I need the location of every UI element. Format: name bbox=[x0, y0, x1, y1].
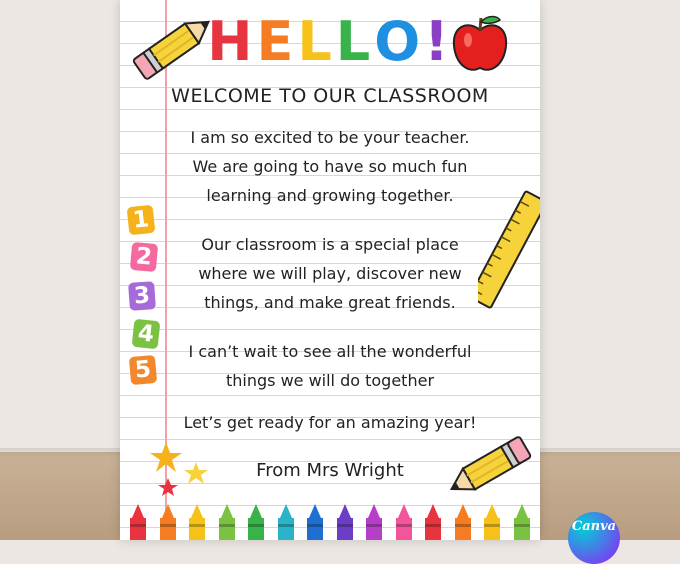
hello-letter: L bbox=[297, 10, 336, 73]
text-line: We are going to have so much fun bbox=[192, 157, 468, 176]
poster-subtitle: WELCOME TO OUR CLASSROOM bbox=[171, 85, 489, 107]
star-icon bbox=[148, 440, 218, 502]
crayon-icon bbox=[482, 504, 502, 540]
text-line: Our classroom is a special place bbox=[201, 235, 459, 254]
crayon-icon bbox=[423, 504, 443, 540]
crayon-icon bbox=[187, 504, 207, 540]
signature: From Mrs Wright bbox=[256, 460, 404, 481]
crayon-icon bbox=[217, 504, 237, 540]
number-block: 1 bbox=[127, 205, 156, 236]
crayon-row bbox=[128, 504, 532, 540]
canva-badge: Canva bbox=[568, 512, 620, 564]
hello-letter: ! bbox=[424, 10, 453, 73]
crayon-icon bbox=[128, 504, 148, 540]
number-block: 2 bbox=[130, 242, 158, 272]
crayon-icon bbox=[453, 504, 473, 540]
text-line: I can’t wait to see all the wonderful bbox=[188, 342, 472, 361]
apple-icon bbox=[450, 12, 510, 76]
pencil-icon bbox=[440, 428, 536, 508]
text-line: Let’s get ready for an amazing year! bbox=[183, 413, 477, 432]
crayon-icon bbox=[246, 504, 266, 540]
welcome-poster bbox=[120, 0, 540, 540]
number-block: 3 bbox=[128, 281, 156, 311]
text-line: learning and growing together. bbox=[206, 186, 454, 205]
text-line: things, and make great friends. bbox=[204, 293, 456, 312]
crayon-icon bbox=[158, 504, 178, 540]
crayon-icon bbox=[305, 504, 325, 540]
paragraph-classroom bbox=[160, 230, 500, 317]
crayon-icon bbox=[394, 504, 414, 540]
paragraph-together bbox=[160, 337, 500, 395]
hello-letter: L bbox=[335, 10, 375, 73]
text-line: where we will play, discover new bbox=[198, 264, 462, 283]
crayon-icon bbox=[335, 504, 355, 540]
crayon-icon bbox=[512, 504, 532, 540]
hello-letter: O bbox=[374, 10, 425, 73]
hello-letter: H bbox=[207, 10, 257, 73]
number-block: 4 bbox=[132, 319, 161, 350]
paragraph-intro bbox=[160, 123, 500, 210]
crayon-icon bbox=[276, 504, 296, 540]
hello-letter: E bbox=[256, 10, 298, 73]
text-line: things we will do together bbox=[225, 371, 435, 390]
crayon-icon bbox=[364, 504, 384, 540]
ruler-icon bbox=[478, 188, 540, 312]
number-block: 5 bbox=[129, 355, 157, 385]
text-line: I am so excited to be your teacher. bbox=[190, 128, 470, 147]
